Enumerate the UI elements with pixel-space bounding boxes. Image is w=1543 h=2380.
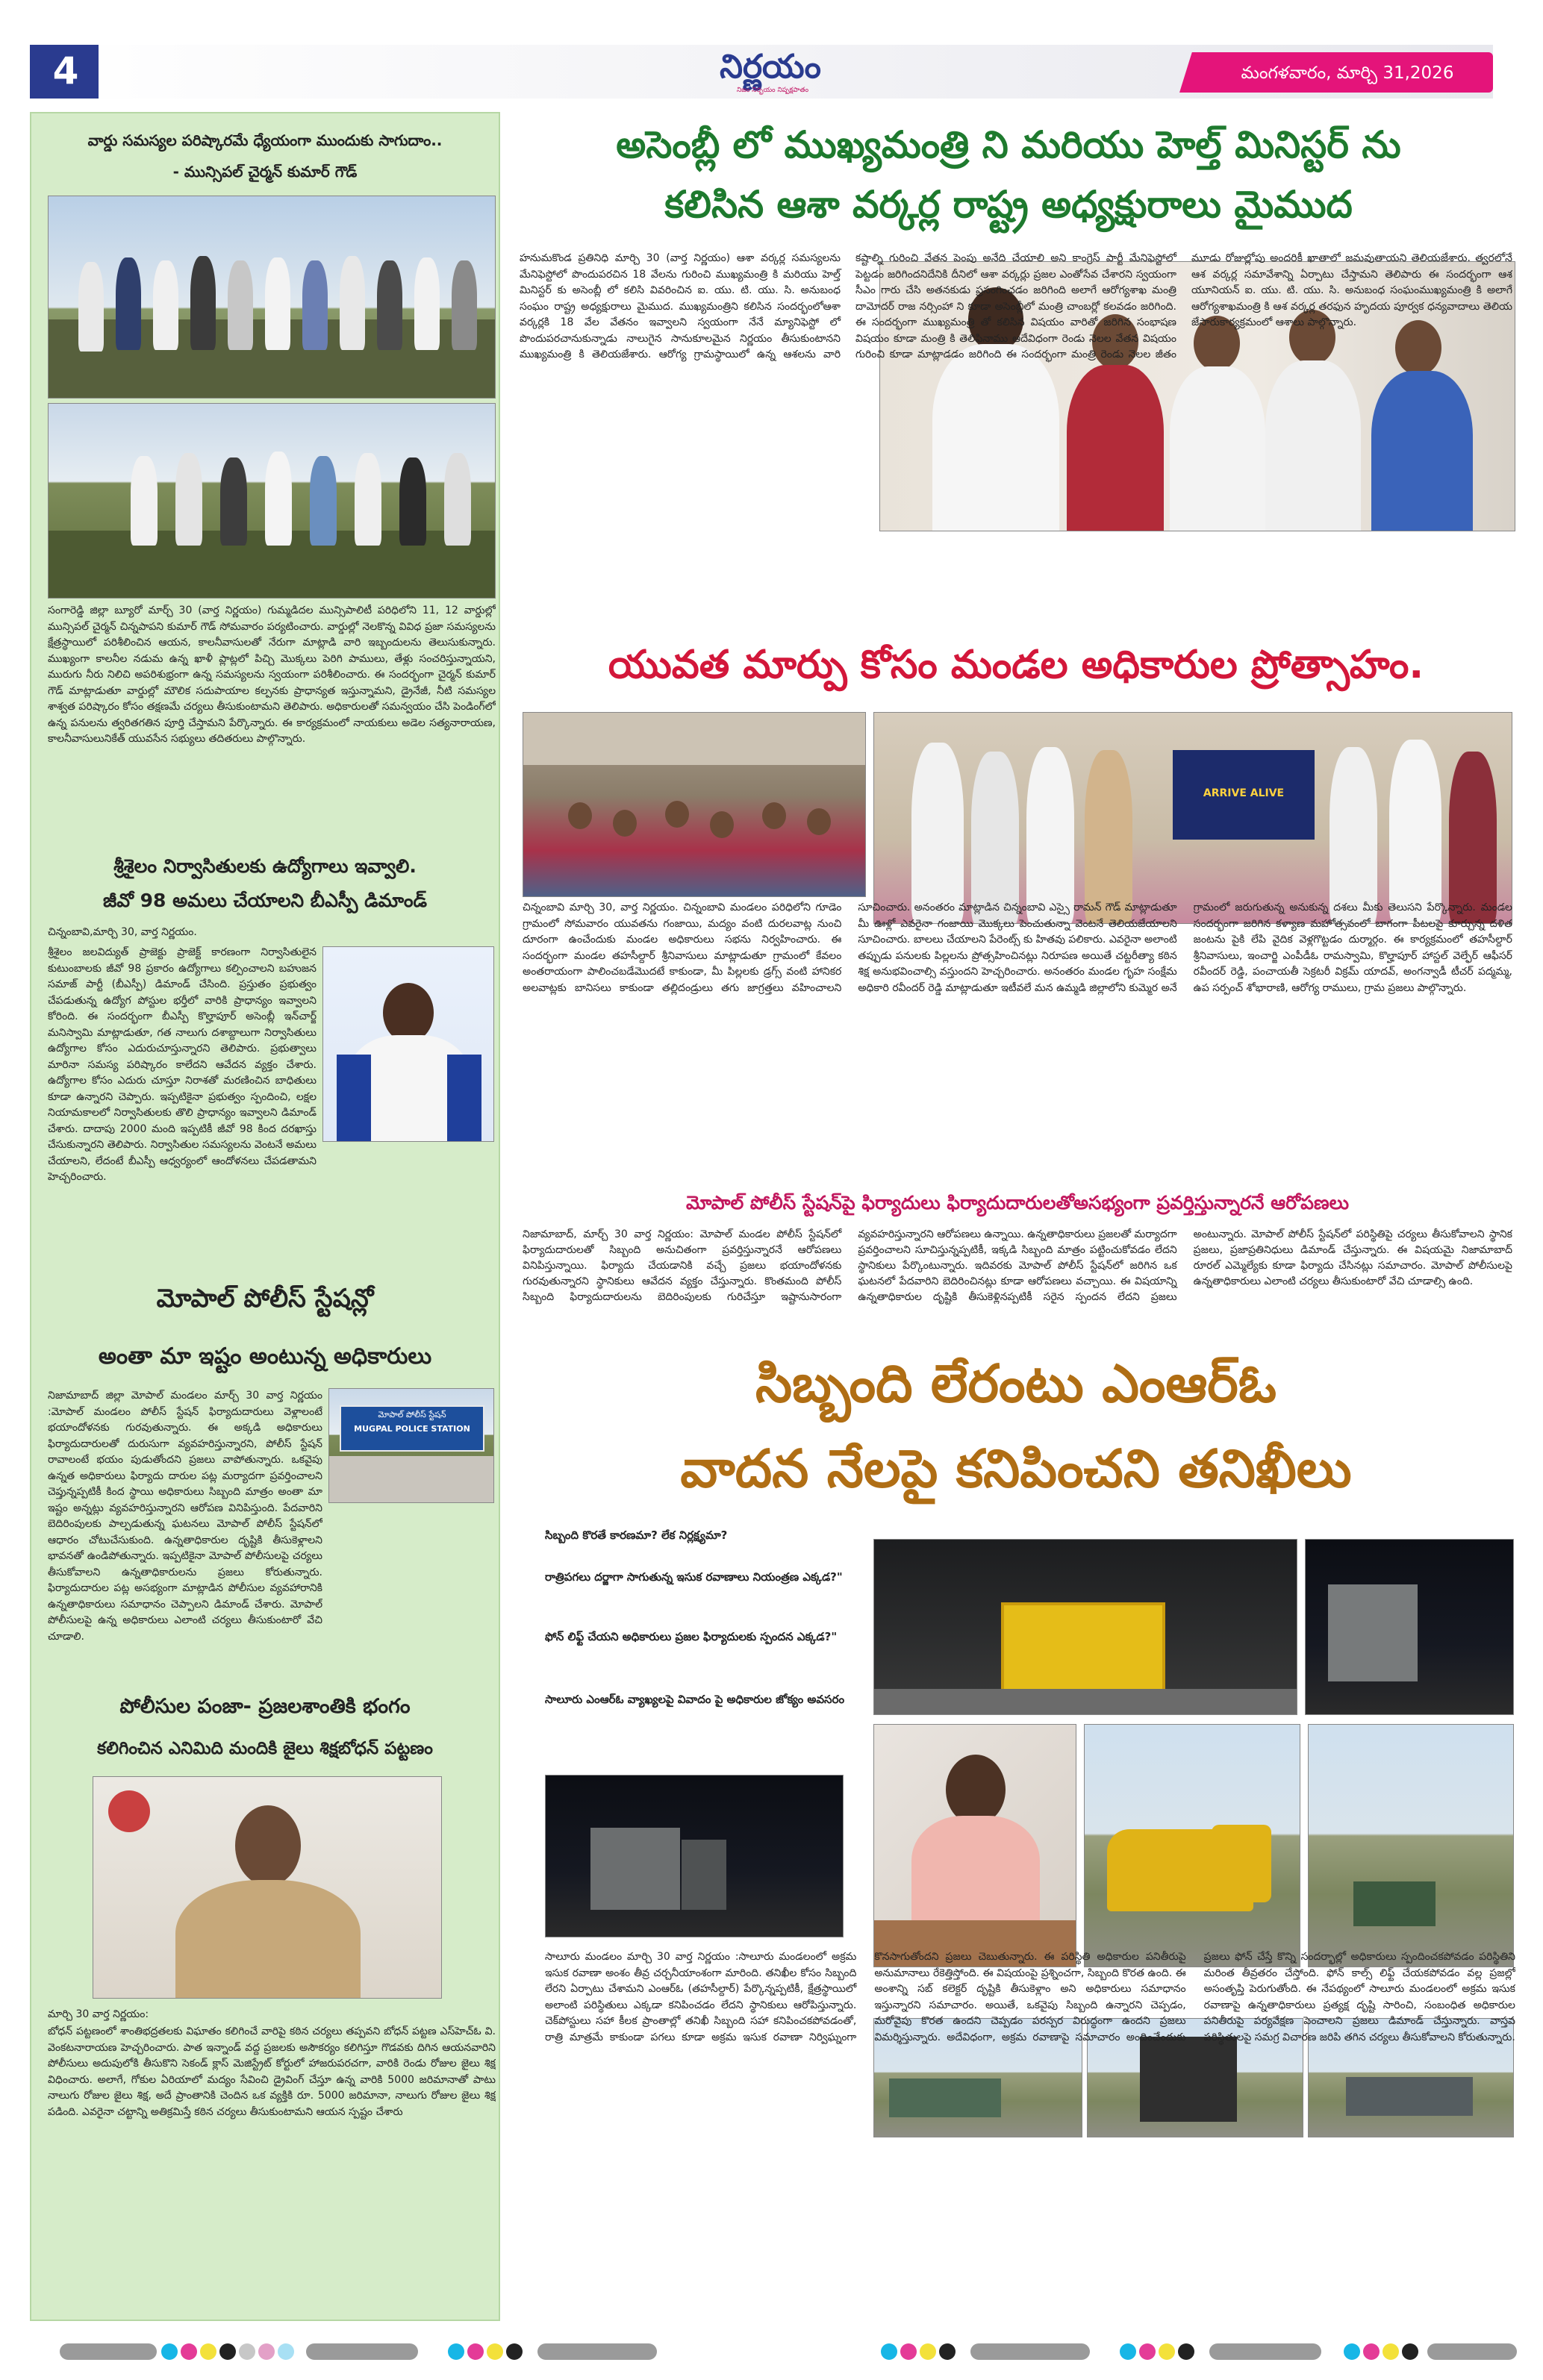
- ward-byline: - మున్సిపల్ చైర్మన్ కుమార్ గౌడ్: [172, 163, 358, 181]
- nrega-barrier-photo: [873, 1539, 1297, 1715]
- asha-body: హనుమకొండ ప్రతినిధి మార్చి 30 (వార్త నిర్ణయం) ఆశా వర్కర్ల సమస్యలను మేనిఫెస్టోలో పొందుపరచిన 18 వేలను గురించి ముఖ్యమంత్రి కి మరియు హెల్త్ మినిస్టర్ కు అసెంబ్లీ లో కలిసి వివరించిన ఐ. యు. టి. యు. సి. అనుబంధ సంఘం రాష్ట్ర అధ్యక్షురాలు మైముద. ముఖ్యమంత్రిని కలిసిన సందర్భంలోఆశా వర్కర్లకి 18 వేల వేతనం ఇవ్వాలని స్వయంగా నేనే మ్యానిఫెస్టో లో పొందుపరచానుకున్నాడు నాలుగైన సానుకూలమైన నిర్ణయం తీసుకుంటానని ముఖ్యమంత్రి కి తెలియజేశారు. ఆరోగ్య గ్రామస్థాయిలో ఉన్న ఆశలను వారి కష్టాల్ని గురించి వేతన పెంపు అనేది చేయాలి అని కాంగ్రెస్ పార్టీ మేనిఫెస్టోలో పెట్టడం జరిగిందనిదేనికి దీనిలో ఆశా వర్కర్లు ప్రజల ఎంతోసేవ చేశారని స్వయంగా సీఎం గారు చేసి అతనకుడు ప్రసంగించడం జరిగింది అలాగే ఆరోగ్యశాఖ మంత్రి దామోదర్ రాజ నర్సింహా ని కూడా అసెంబ్లీలో మంత్రి చాంబర్లో కలవడం జరిగింది. ఈ సందర్భంగా ముఖ్యమంత్రి తో కలిసిన విషయం వారితో జరిగిన సంభాషణ విషయం కూడా మంత్రి కి తెలిపినాము ఆదేవిధంగా రెండు నెలల వేతన విషయం గురించి కూడా మాట్లాడడం జరిగింది ఈ సందర్భంగా మంత్రి రెండు నెలల జీతం మూడు రోజుల్లోపు అందరికీ ఖాతాలో జమవుతాయని తెలియజేశారు. త్వరలోనే ఆశ వర్కర్ల సమావేశాన్ని ఏర్పాటు చేస్తామని తెలిపారు ఈ సందర్భంగా ఆశ యూనియన్ ఐ. యు. టి. యు. సి. అనుబంధ సంఘంముఖ్యమంత్రి కి అలాగే ఆరోగ్యశాఖమంత్రి కి ఆశ వర్కర్ల తరఫున హృదయ పూర్వక ధన్యవాదాలు తెలియ జేసారుకార్యక్రమంలో ఆశాలు పాల్గొన్నారు.: [520, 252, 1512, 360]
- mopal-station-photo: [328, 1388, 494, 1503]
- nrega-question-1: సిబ్బంది కొరతే కారణమా? లేక నిర్లక్ష్యమా?: [545, 1528, 728, 1542]
- ward-body: సంగారెడ్డి జిల్లా బ్యూరో మార్చ్ 30 (వార్త నిర్ణయం) గుమ్మడిదల మున్సిపాలిటీ పరిధిలోని 11, 12 వార్డుల్లో మున్సిపల్ చైర్మన్ చిన్నపాపని కుమార్ గౌడ్ సోమవారం పర్యటించారు. వార్డుల్లో నెలకొన్న వివిధ ప్రజా సమస్యలను క్షేత్రస్థాయిలో పరిశీలించిన ఆయన, కాలనీవాసులతో నేరుగా మాట్లాడి వారి ఇబ్బందులను తెలుసుకున్నారు. ముఖ్యంగా కాలనీల నడుమ ఉన్న ఖాళీ ప్లాట్లలో పిచ్చి మొక్కలు పెరిగి పాములు, తేళ్లు సంచరిస్తున్నాయని, మురుగు నీరు నిలిచి అపరిశుభ్రంగా ఉన్న సమస్యలను స్వయంగా పరిశీలించారు. ఈ సందర్భంగా చైర్మన్ కుమార్ గౌడ్ మాట్లాడుతూ వార్డుల్లో మౌలిక సదుపాయాల కల్పనకు ప్రాధాన్యత ఇస్తున్నామని, డ్రైనేజీ, నీటి సమస్యల శాశ్వత పరిష్కారం కోసం తక్షణమే చర్యలు తీసుకుంటామని తెలిపారు. అధికారులతో సమన్వయం చేసి పెండింగ్‌లో ఉన్న పనులను త్వరితగతిన పూర్తి చేస్తామని పేర్కొన్నారు. ఈ కార్యక్రమంలో నాయకులు అడెల సత్యనారాయణ, కాలనీవాసులునికేత్ యువసేన సభ్యులు తదితరులు పాల్గొన్నారు.: [48, 605, 496, 745]
- bsp-leader-photo: [322, 946, 494, 1142]
- police-headline-1: పోలీసుల పంజా- ప్రజలశాంతికి భంగం: [119, 1695, 411, 1718]
- date-text: మంగళవారం, మార్చి 31,2026: [1241, 63, 1454, 83]
- bsp-body: శ్రీశైలం జలవిద్యుత్ ప్రాజెక్టు ప్రాజెక్ట్ కారణంగా నిర్వాసితులైన కుటుంబాలకు జీవో 98 ప్రకారం ఉద్యోగాలు కల్పించాలని బహుజన సమాజ్ పార్టీ (బీఎస్పీ) డిమాండ్ చేసింది. ప్రస్తుతం ప్రభుత్వం చేపడుతున్న ఉద్యోగ పోస్టుల భర్తీలో వారికి ప్రాధాన్యం ఇవ్వాలని కోరింది. ఈ సందర్భంగా బీఎస్పీ కొల్హాపూర్ అసెంబ్లీ ఇన్‌చార్జ్ మనిస్వామి మాట్లాడుతూ, గత నాలుగు దశాబ్దాలుగా నిర్వాసితులు ఉద్యోగాల కోసం ఎదురుచూస్తున్నారని తెలిపారు. ప్రభుత్వాలు మారినా సమస్య పరిష్కారం కాలేదని ఆవేదన వ్యక్తం చేశారు. ఉద్యోగాల కోసం ఎదురు చూస్తూ నిరాశతో మరణించిన బాధితులు కూడా ఉన్నారని చెప్పారు. ఇప్పటికైనా ప్రభుత్వం స్పందించి, లక్షల నియామకాలలో నిర్వాసితులకు తొలి ప్రాధాన్యం ఇవ్వాలని డిమాండ్ చేశారు. దాదాపు 2000 మంది ఇప్పటికీ జీవో 98 కింద దరఖాస్తు చేసుకున్నారని తెలిపారు. నిర్వాసితుల సమస్యలను వెంటనే అమలు చేయాలని, లేదంటే బీఎస్పీ ఆధ్వర్యంలో ఆందోళనలు చేపడతామని హెచ్చరించారు.: [48, 946, 317, 1183]
- station-sign-sub: మోపాల్ పోలీస్ స్టేషన్: [378, 1410, 446, 1419]
- nrega-question-4: సాలూరు ఎంఆర్ఓ వ్యాఖ్యలపై వివాదం పై అధికారుల జోక్యం అవసరం: [545, 1693, 845, 1706]
- bsp-dateline: చిన్నంబావి,మార్చి 30, వార్త నిర్ణయం.: [48, 926, 197, 938]
- ward-photo-group: [48, 196, 496, 399]
- youth-body: చిన్నంబావి మార్చి 30, వార్త నిర్ణయం. చిన్నంబావి మండలం పరిధిలోని గూడెం గ్రామంలో సోమవారం యువతను గంజాయి, మద్యం వంటి దురలవాట్ల నుంచి దూరంగా ఉంచేందుకు మండల అధికారులు సభను నిర్వహించారు. ఈ సందర్భంగా మండల తహసీల్దార్ శ్రీనివాసులు మాట్లాడుతూ గ్రామంలో కేవలం అంతరాయంగా పాలించబడేమొదటే కాకుండా, మీ పిల్లలకు డ్రగ్స్ వంటి హానికర అలవాట్లకు బానిసలు కాకుండా తల్లిదండ్రులు తగు జాగ్రత్తలు వహించాలని సూచించారు. అనంతరం మాట్లాడిన చిన్నంబావి ఎస్సై రామన్ గౌడ్ మాట్లాడుతూ మీ ఊళ్లో ఎవరైనా గంజాయి మొక్కలు పెంచుతున్నా వెంటనే తెలియజేయాలని సూచించారు. బాలలు చేయాలని పేరెంట్స్ కు హితవు పలికారు. ఎవరైనా అలాంటి తప్పుడు పనులకు పిల్లలను ప్రోత్సహించినట్లు నిరూపణ అయితే చట్టరీత్యా కఠిన శిక్ష అనుభవించాల్సి వస్తుందని హెచ్చరించారు. అనంతరం మండల గృహ సంక్షేమ అధికారి రవీందర్ రెడ్డి మాట్లాడుతూ ఇటీవలే మన ఉమ్మడి జిల్లాలోని కుమ్మెర అనే గ్రామంలో జరుగుతున్న అనుకున్న దశలు మీకు తెలుసని పేర్కొన్నారు. మండల సందర్భంగా జరిగిన కళ్యాణ మహోత్సవంలో బాగంగా పీటలపై కూర్చున్న దళిత జంటను పైకి లేపి వైదిక వెళ్లగొట్టడం దుర్మార్గం. ఈ కార్యక్రమంలో తహసీల్దార్ శ్రీనివాసులు, ఇంచార్జి ఎంపీడీఓ రామస్వామి, కొల్హాపూర్ హాస్టల్ వెల్ఫేర్ ఆఫీసర్ రవీందర్ రెడ్డి, పంచాయతీ సెక్రటరీ విక్రమ్ యాదవ్, అంగన్వాడీ టీచర్ పద్మమ్మ, ఉప సర్పంచ్ శోభారాణి, ఆరోగ్య రాములు, గ్రామ ప్రజలు పాల్గొన్నారు.: [523, 902, 1512, 994]
- nrega-question-3: ఫోన్ లిఫ్ట్ చేయని అధికారులు ప్రజల ఫిర్యాదులకు స్పందన ఎక్కడ?": [545, 1630, 838, 1643]
- ward-headline: వార్డు సమస్యల పరిష్కారమే ధ్యేయంగా ముందుకు సాగుదాం..: [87, 131, 443, 149]
- masthead: [661, 46, 877, 96]
- police-officer-photo: [93, 1776, 442, 1999]
- nrega-tractor-road-photo: [1308, 1724, 1514, 1967]
- nrega-question-2: రాత్రిపగలు దర్జాగా సాగుతున్న ఇసుక రవాణాలు నియంత్రణ ఎక్కడ?": [545, 1570, 843, 1584]
- youth-meeting-photo-left: [523, 712, 866, 897]
- youth-group-photo-right: [873, 712, 1512, 924]
- youth-headline: యువత మార్పు కోసం మండల అధికారుల ప్రోత్సాహం.: [608, 643, 1424, 687]
- police-dateline: మార్చి 30 వార్త నిర్ణయం:: [48, 2008, 149, 2020]
- mopal-complaint-headline: మోపాల్ పోలీస్ స్టేషన్‌పై ఫిర్యాదులు ఫిర్యాదుదారులతోఅసభ్యంగా ప్రవర్తిస్తున్నారనే ఆరోపణలు: [686, 1192, 1349, 1214]
- nrega-body: సాలూరు మండలం మార్చి 30 వార్త నిర్ణయం :సాలూరు మండలంలో అక్రమ ఇసుక రవాణా అంశం తీవ్ర చర్చనీయాంశంగా మారింది. తనిఖీల కోసం సిబ్బంది లేరని ఏర్పాటు చేశామని ఎంఆర్ఓ (తహసీల్దార్) పేర్కొన్నప్పటికీ, క్షేత్రస్థాయిలో అలాంటి పరిస్థితులు ఎక్కడా కనిపించడం లేదని స్థానికులు ఆరోపిస్తున్నారు. చెక్‌పోస్టులు సహా కీలక ప్రాంతాల్లో తనిఖీ సిబ్బంది సహా కనిపించకపోవడంతో, రాత్రి మాత్రమే కాకుండా పగలు కూడా అక్రమ ఇసుక రవాణా నిర్విఘ్నంగా కొనసాగుతోందని ప్రజలు చెబుతున్నారు. ఈ పరిస్థితి అధికారుల పనితీరుపై అనుమానాలు రేకెత్తిస్తోంది. ఈ విషయంపై ప్రశ్నించగా, సిబ్బంది కొరత ఉంది. ఈ అంశాన్ని సబ్ కలెక్టర్ దృష్టికి తీసుకెళ్లాం అని అధికారులు సమాధానం ఇస్తున్నారని సమాచారం. అయితే, ఒకవైపు సిబ్బంది ఉన్నారని చెప్పడం, మరోవైపు కొరత ఉందని చెప్పడం పరస్పర విరుద్ధంగా ఉందని ప్రజలు విమర్శిస్తున్నారు. అదేవిధంగా, అక్రమ రవాణాపై సమాచారం అందించేందుకు ప్రజలు ఫోన్ చేస్తే కొన్ని సందర్భాల్లో అధికారులు స్పందించకపోవడం పరిస్థితిని మరింత తీవ్రతరం చేస్తోంది. ఫోన్ కాల్స్ లిఫ్ట్ చేయకపోవడం వల్ల ప్రజల్లో అసంతృప్తి పెరుగుతోంది. ఈ నేపథ్యంలో సాలూరు మండలంలో అక్రమ ఇసుక రవాణాపై ఉన్నతాధికారులు ప్రత్యక్ష దృష్టి సారించి, సంబంధిత అధికారుల పనితీరుపై పర్యవేక్షణ పెంచాలని ప్రజలు డిమాండ్ చేస్తున్నారు. వాస్తవ పరిస్థితులపై సమగ్ర విచారణ జరిపి తగిన చర్యలు తీసుకోవాలని కోరుతున్నారు.: [545, 1951, 1515, 2043]
- station-sign-text: MUGPAL POLICE STATION: [354, 1424, 470, 1434]
- police-body: బోధన్ పట్టణంలో శాంతిభద్రతలకు విఘాతం కలిగించే వారిపై కఠిన చర్యలు తప్పవని బోధన్ పట్టణ ఎస్‌హెచ్ఓ వి. వెంకటనారాయణ హెచ్చరించారు. పాత ఇన్నాండ్ వద్ద ప్రజలకు అసౌకర్యం కలిగిస్తూ గొడవకు దిగిన ఆయనవారిని పోలీసులు అదుపులోకి తీసుకొని సెకండ్ క్లాస్ మెజిస్ట్రేట్ కోర్టులో హాజరుపరచగా, వారికి రెండు రోజుల జైలు శిక్ష విధించారు. అలాగే, గోకుల ఏరియాలో మద్యం సేవించి డ్రైవింగ్ చేస్తూ ఉన్న వారికి 5000 జరిమానాతో పాటు నాలుగు రోజుల జైలు శిక్ష, అదే ప్రాంతానికి చెందిన ఒక వ్యక్తికి రూ. 5000 జరిమానా, నాలుగు రోజుల జైలు శిక్ష పడింది. ఎవరైనా చట్టాన్ని అతిక్రమిస్తే కఠిన చర్యలు తీసుకుంటామని ఆయన స్పష్టం చేశారు: [48, 2026, 496, 2118]
- bsp-headline-2: జీవో 98 అమలు చేయాలని బీఎస్పీ డిమాండ్: [102, 890, 428, 911]
- nrega-auto-photo: [1084, 1724, 1300, 1967]
- page-number-text: 4: [52, 49, 79, 93]
- asha-headline-2: కలిసిన ఆశా వర్కర్ల రాష్ట్ర అధ్యక్షురాలు మైముద: [664, 183, 1353, 226]
- mopal-headline-1: మోపాల్ పోలీస్ స్టేషన్లో: [156, 1284, 374, 1314]
- nrega-headline-1: సిబ్బంది లేరంటు ఎంఆర్ఓ: [755, 1353, 1277, 1414]
- mopal-body: నిజామాబాద్ జిల్లా మోపాల్ మండలం మార్చ్ 30 వార్త నిర్ణయం :మోపాల్ మండలం పోలీస్ స్టేషన్ ఫిర్యాదుదారులు వెళ్లాలంటే భయాందోళనకు గురవుతున్నారు. ఈ అక్కడి అధికారులు ఫిర్యాదుదారులతో దురుసుగా వ్యవహరిస్తున్నారని, పోలీస్ స్టేషన్ రావాలంటే భయం పుడుతోందని ప్రజలు వాపోతున్నారు. ఒకవైపు ఉన్నత అధికారులు ఫిర్యాదు దారుల పట్ల మర్యాదగా ప్రవర్తించాలని చెప్తున్నప్పటికీ కింద స్థాయి అధికారులు సిబ్బంది మాత్రం అంతా మా ఇష్టం అన్నట్లు వ్యవహరిస్తున్నారని ఆరోపణ వినిపిస్తుంది. పేదవారిని బెదిరింపులకు పాల్పడుతున్న ఘటనలు మోపాల్ పోలీస్ స్టేషన్‌లో ఆధారం చోటుచేసుకుంది. ఉన్నతాధికారుల దృష్టికి తీసుకెళ్లాలని భావనతో ఉండిపోతున్నారు. ఇప్పటికైనా మోపాల్ పోలీసులపై చర్యలు తీసుకోవాలని ఉన్నతాధికారులను ప్రజలు కోరుతున్నారు. ఫిర్యాదుదారుల పట్ల అసభ్యంగా మాట్లాడిన పోలీసుల వ్యవహారానికి ఉన్నతాధికారులు సమాధానం చెప్పాలని డిమాండ్ చేశారు. మోపాల్ పోలీసులపై ఉన్న అధికారులు ఎలాంటి చర్యలు తీసుకుంటారో వేచి చూడాలి.: [48, 1390, 322, 1643]
- asha-headline-1: అసెంబ్లీ లో ముఖ్యమంత్రి ని మరియు హెల్త్ మినిస్టర్ ను: [616, 123, 1401, 166]
- masthead-tagline: నిజం నిర్భయం నిష్పక్షపాతం: [736, 87, 809, 94]
- bsp-headline-1: శ్రీశైలం నిర్వాసితులకు ఉద్యోగాలు ఇవ్వాలి.: [113, 855, 417, 877]
- nrega-headline-2: వాదన నేలపై కనిపించని తనిఖీలు: [680, 1438, 1352, 1499]
- ward-photo-inspection: [48, 403, 496, 599]
- police-headline-2: కలిగించిన ఎనిమిది మందికి జైలు శిక్షబోధన్ పట్టణం: [97, 1739, 433, 1758]
- mopal-complaint-body: నిజామాబాద్, మార్చ్ 30 వార్త నిర్ణయం: మోపాల్ మండల పోలీస్ స్టేషన్‌లో ఫిర్యాదుదారులతో సిబ్బంది అనుచితంగా ప్రవర్తిస్తున్నారనే ఆరోపణలు వినిపిస్తున్నాయి. ఫిర్యాదు చేయడానికి వచ్చే ప్రజలు భయాందోళనకు గురవుతున్నారని స్థానికులు ఆవేదన వ్యక్తం చేస్తున్నారు. కొంతమంది పోలీస్ సిబ్బంది ఫిర్యాదుదారులను బెదిరింపులకు గురిచేస్తూ ఇష్టానుసారంగా వ్యవహరిస్తున్నారని ఆరోపణలు ఉన్నాయి. ఉన్నతాధికారులు ప్రజలతో మర్యాదగా ప్రవర్తించాలని సూచిస్తున్నప్పటికీ, ఇక్కడి సిబ్బంది మాత్రం పట్టించుకోవడం లేదని స్థానికులు పేర్కొంటున్నారు. ఇదివరకు మోపాల్ పోలీస్ స్టేషన్‌లో జరిగిన ఒక ఘటనలో పేదవారిని బెదిరించినట్లు కూడా ఆరోపణలు వచ్చాయి. ఈ విషయాన్ని ఉన్నతాధికారుల దృష్టికి తీసుకెళ్లినప్పటికీ సరైన స్పందన లేదని ప్రజలు అంటున్నారు. మోపాల్ పోలీస్ స్టేషన్‌లో పరిస్థితిపై చర్యలు తీసుకోవాలని స్థానిక ప్రజలు, ప్రజాప్రతినిధులు డిమాండ్ చేస్తున్నారు. ఈ విషయమై నిజామాబాద్ రూరల్ ఎమ్మెల్యేకు కూడా ఫిర్యాదు చేసినట్లు సమాచారం. మోపాల్ పోలీసులపై ఉన్నతాధికారులు ఎలాంటి చర్యలు తీసుకుంటారో వేచి చూడాల్సి ఉంది.: [523, 1228, 1512, 1303]
- awareness-banner-text: ARRIVE ALIVE: [1203, 787, 1285, 799]
- nrega-night-checkpost-photo: [545, 1775, 844, 1937]
- nrega-night-shed-photo: [1305, 1539, 1514, 1715]
- page-header: [30, 45, 1493, 99]
- masthead-title: నిర్ణయం: [720, 48, 821, 86]
- nrega-official-photo: [873, 1724, 1076, 1967]
- registration-strip: [0, 2339, 1543, 2364]
- mopal-headline-2: అంతా మా ఇష్టం అంటున్న అధికారులు: [98, 1343, 432, 1369]
